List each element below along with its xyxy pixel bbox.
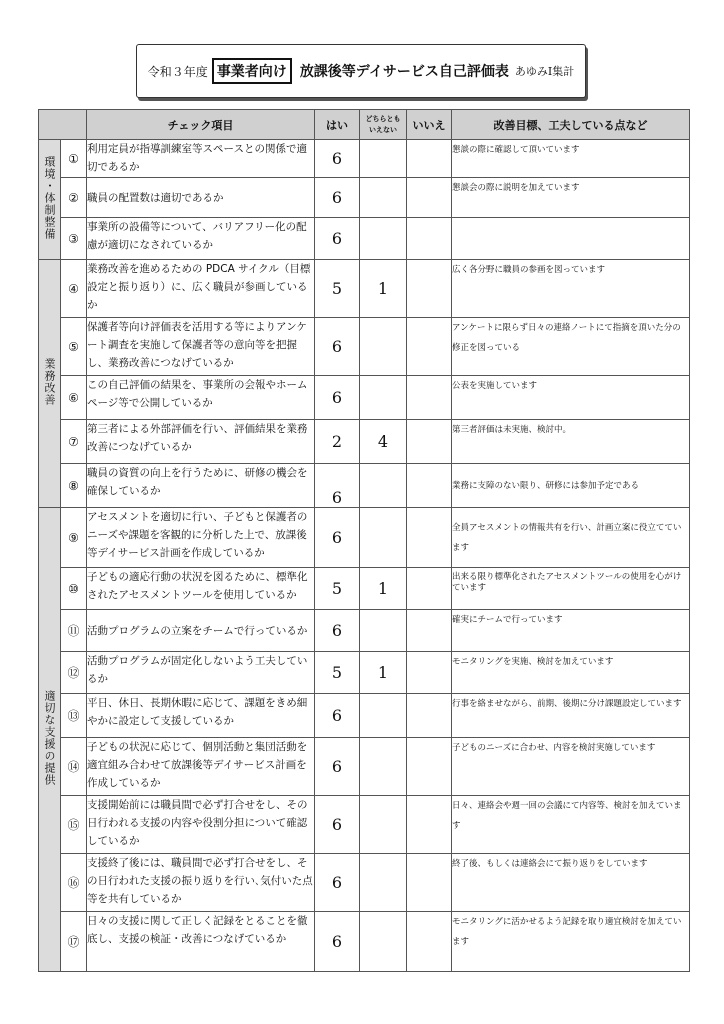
category-biz: 業務改善 xyxy=(39,260,61,508)
improvement-note: 第三者評価は未実施、検討中。 xyxy=(452,420,690,464)
count-yes: 6 xyxy=(315,694,360,738)
table-row xyxy=(39,178,690,218)
improvement-note: アンケートに限らず日々の連絡ノートにて指摘を頂いた分の修正を図っている xyxy=(452,318,690,376)
row-number: ⑥ xyxy=(61,376,87,420)
count-no xyxy=(407,376,452,420)
count-either xyxy=(360,178,407,218)
category-support: 適切な支援の提供 xyxy=(39,508,61,972)
row-number: ④ xyxy=(61,260,87,318)
improvement-note: 懇談会の際に説明を加えています xyxy=(452,178,690,218)
count-yes: 6 xyxy=(315,738,360,796)
check-item: 利用定員が指導訓練室等スペースとの関係で適切であるか xyxy=(87,140,315,178)
table-row xyxy=(39,652,690,694)
header-no: いいえ xyxy=(407,110,452,140)
header-check-item: チェック項目 xyxy=(87,110,315,140)
improvement-note: モニタリングに活かせるよう記録を取り適宜検討を加えています xyxy=(452,912,690,972)
count-no xyxy=(407,260,452,318)
table-row xyxy=(39,568,690,610)
count-no xyxy=(407,218,452,260)
count-no xyxy=(407,508,452,568)
row-number: ① xyxy=(61,140,87,178)
table-header-row xyxy=(39,110,690,140)
count-yes: 6 xyxy=(315,464,360,508)
count-yes: 5 xyxy=(315,260,360,318)
improvement-note: 懇談の際に確認して頂いています xyxy=(452,140,690,178)
table-row xyxy=(39,218,690,260)
count-no xyxy=(407,854,452,912)
count-yes: 5 xyxy=(315,568,360,610)
check-item: 活動プログラムが固定化しないよう工夫しているか xyxy=(87,652,315,694)
table-row xyxy=(39,464,690,508)
count-yes: 6 xyxy=(315,218,360,260)
count-either: 4 xyxy=(360,420,407,464)
check-item: 活動プログラムの立案をチームで行っているか xyxy=(87,610,315,652)
table-row xyxy=(39,912,690,972)
count-no xyxy=(407,178,452,218)
count-either xyxy=(360,218,407,260)
count-yes: 6 xyxy=(315,140,360,178)
count-no xyxy=(407,568,452,610)
improvement-note: 公表を実施しています xyxy=(452,376,690,420)
check-item: 子どもの適応行動の状況を図るために、標準化されたアセスメントツールを使用しているか xyxy=(87,568,315,610)
count-either: 1 xyxy=(360,260,407,318)
check-item: この自己評価の結果を、事業所の会報やホームページ等で公開しているか xyxy=(87,376,315,420)
count-yes: 6 xyxy=(315,796,360,854)
check-item: 日々の支援に関して正しく記録をとることを徹底し、支援の検証・改善につなげているか xyxy=(87,912,315,972)
count-yes: 6 xyxy=(315,854,360,912)
header-either xyxy=(360,110,407,140)
table-row xyxy=(39,318,690,376)
check-item: 事業所の設備等について、バリアフリー化の配慮が適切になされているか xyxy=(87,218,315,260)
table-row xyxy=(39,694,690,738)
check-item: 保護者等向け評価表を活用する等によりアンケート調査を実施して保護者等の意向等を把握し、業務改善につなげているか xyxy=(87,318,315,376)
table-row xyxy=(39,610,690,652)
table-row xyxy=(39,854,690,912)
count-yes: 6 xyxy=(315,178,360,218)
count-either xyxy=(360,140,407,178)
count-no xyxy=(407,694,452,738)
check-item: アセスメントを適切に行い、子どもと保護者のニーズや課題を客観的に分析した上で、放課後等デイサービス計画を作成しているか xyxy=(87,508,315,568)
count-yes: 5 xyxy=(315,652,360,694)
table-row xyxy=(39,508,690,568)
row-number: ⑰ xyxy=(61,912,87,972)
improvement-note: 全員アセスメントの情報共有を行い、計画立案に役立てています xyxy=(452,508,690,568)
count-no xyxy=(407,652,452,694)
row-number: ⑩ xyxy=(61,568,87,610)
count-no xyxy=(407,318,452,376)
check-item: 平日、休日、長期休暇に応じて、課題をきめ細やかに設定して支援しているか xyxy=(87,694,315,738)
improvement-note: 広く各分野に職員の参画を図っています xyxy=(452,260,690,318)
page-title: 放課後等デイサービス自己評価表 xyxy=(299,64,509,80)
improvement-note: 出来る限り標準化されたアセスメントツールの使用を心がけています xyxy=(452,568,690,610)
category-env: 環境・体制整備 xyxy=(39,140,61,260)
evaluation-table xyxy=(38,109,690,972)
table-row xyxy=(39,376,690,420)
count-either: 1 xyxy=(360,652,407,694)
check-item: 業務改善を進めるための PDCA サイクル（目標設定と振り返り）に、広く職員が参画しているか xyxy=(87,260,315,318)
improvement-note: 業務に支障のない限り、研修には参加予定である xyxy=(452,464,690,508)
count-either xyxy=(360,318,407,376)
count-yes: 6 xyxy=(315,610,360,652)
count-either xyxy=(360,912,407,972)
count-either xyxy=(360,796,407,854)
count-yes: 6 xyxy=(315,912,360,972)
count-yes: 2 xyxy=(315,420,360,464)
title-prefix: 令和３年度 xyxy=(147,64,208,79)
row-number: ⑯ xyxy=(61,854,87,912)
count-yes: 6 xyxy=(315,376,360,420)
row-number: ② xyxy=(61,178,87,218)
count-no xyxy=(407,796,452,854)
count-no xyxy=(407,140,452,178)
table-row xyxy=(39,796,690,854)
check-item: 職員の資質の向上を行うために、研修の機会を確保しているか xyxy=(87,464,315,508)
table-row xyxy=(39,420,690,464)
improvement-note: 確実にチームで行っています xyxy=(452,610,690,652)
row-number: ⑫ xyxy=(61,652,87,694)
improvement-note xyxy=(452,218,690,260)
improvement-note: 行事を絡ませながら、前期、後期に分け課題設定しています xyxy=(452,694,690,738)
row-number: ⑨ xyxy=(61,508,87,568)
check-item: 支援終了後には、職員間で必ず打合せをし、その日行われた支援の振り返りを行い､気付いた点等を共有しているか xyxy=(87,854,315,912)
check-item: 職員の配置数は適切であるか xyxy=(87,178,315,218)
improvement-note: 終了後、もしくは連絡会にて振り返りをしています xyxy=(452,854,690,912)
header-blank xyxy=(39,110,87,140)
count-no xyxy=(407,912,452,972)
count-no xyxy=(407,464,452,508)
row-number: ③ xyxy=(61,218,87,260)
count-either xyxy=(360,464,407,508)
count-either xyxy=(360,376,407,420)
improvement-note: 日々、連絡会や週一回の会議にて内容等、検討を加えています xyxy=(452,796,690,854)
count-yes: 6 xyxy=(315,508,360,568)
title-suffix: あゆみⅠ集計 xyxy=(514,65,575,78)
table-row xyxy=(39,260,690,318)
title-box xyxy=(136,44,586,98)
count-either: 1 xyxy=(360,568,407,610)
table-row xyxy=(39,140,690,178)
count-either xyxy=(360,854,407,912)
title-kind: 事業者向け xyxy=(212,58,292,84)
improvement-note: モニタリングを実施、検討を加えています xyxy=(452,652,690,694)
improvement-note: 子どものニーズに合わせ、内容を検討実施しています xyxy=(452,738,690,796)
count-either xyxy=(360,610,407,652)
check-item: 第三者による外部評価を行い、評価結果を業務改善につなげているか xyxy=(87,420,315,464)
count-yes: 6 xyxy=(315,318,360,376)
row-number: ⑪ xyxy=(61,610,87,652)
count-either xyxy=(360,508,407,568)
check-item: 支援開始前には職員間で必ず打合せをし、その日行われる支援の内容や役割分担について確認しているか xyxy=(87,796,315,854)
table-row xyxy=(39,738,690,796)
row-number: ⑭ xyxy=(61,738,87,796)
header-either-line1: どちらとも xyxy=(365,114,401,123)
count-no xyxy=(407,420,452,464)
check-item: 子どもの状況に応じて、個別活動と集団活動を適宜組み合わせて放課後等デイサービス計画を作成しているか xyxy=(87,738,315,796)
row-number: ⑧ xyxy=(61,464,87,508)
row-number: ⑬ xyxy=(61,694,87,738)
header-improvement: 改善目標、工夫している点など xyxy=(452,110,690,140)
count-no xyxy=(407,610,452,652)
header-yes: はい xyxy=(315,110,360,140)
row-number: ⑤ xyxy=(61,318,87,376)
header-either-line2: いえない xyxy=(369,125,397,134)
row-number: ⑮ xyxy=(61,796,87,854)
count-either xyxy=(360,694,407,738)
count-no xyxy=(407,738,452,796)
count-either xyxy=(360,738,407,796)
row-number: ⑦ xyxy=(61,420,87,464)
